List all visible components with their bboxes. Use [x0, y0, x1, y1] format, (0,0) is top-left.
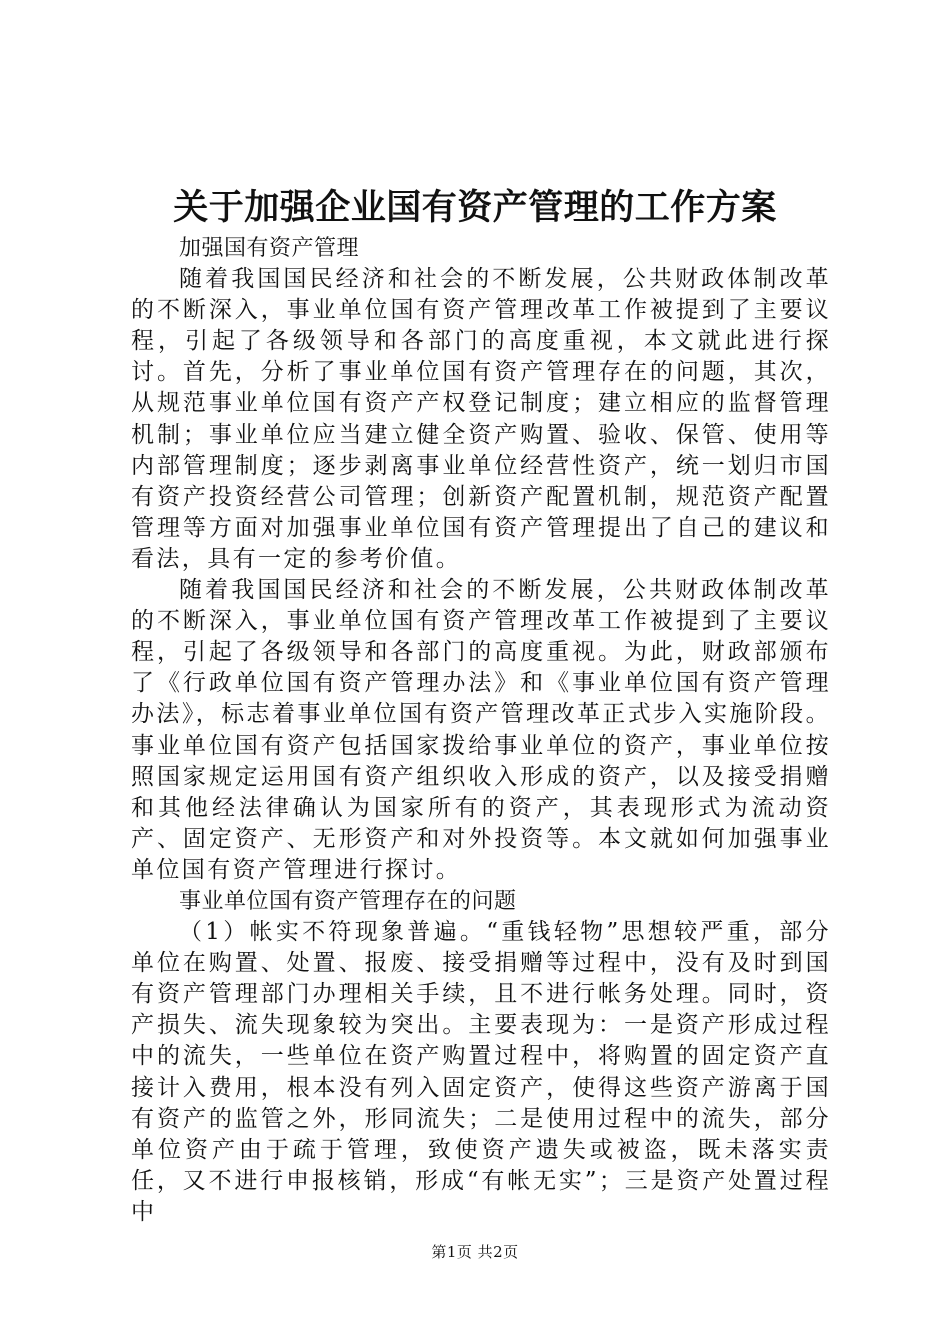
body-paragraph: 随着我国国民经济和社会的不断发展，公共财政体制改革的不断深入，事业单位国有资产管理改革工作被提到了主要议程，引起了各级领导和各部门的高度重视。为此，财政部颁布了《行政单位国有资产管理办法》和《事业单位国有资产管理办法》，标志着事业单位国有资产管理改革正式步入实施阶段。事业单位国有资产包括国家拨给事业单位的资产，事业单位按照国家规定运用国有资产组织收入形成的资产，以及接受捐赠和其他经法律确认为国家所有的资产，其表现形式为流动资产、固定资产、无形资产和对外投资等。本文就如何加强事业单位国有资产管理进行探讨。: [131, 577, 831, 883]
body-paragraph: （1）帐实不符现象普遍。“重钱轻物”思想较严重，部分单位在购置、处置、报废、接受捐赠等过程中，没有及时到国有资产管理部门办理相关手续，且不进行帐务处理。同时，资产损失、流失现象较为突出。主要表现为：一是资产形成过程中的流失，一些单位在资产购置过程中，将购置的固定资产直接计入费用，根本没有列入固定资产，使得这些资产游离于国有资产的监管之外，形同流失；二是使用过程中的流失，部分单位资产由于疏于管理，致使资产遗失或被盗，既未落实责任，又不进行申报核销，形成“有帐无实”；三是资产处置过程中: [131, 919, 831, 1225]
section-heading: 事业单位国有资产管理存在的问题: [179, 888, 517, 914]
body-paragraph: 随着我国国民经济和社会的不断发展，公共财政体制改革的不断深入，事业单位国有资产管理改革工作被提到了主要议程，引起了各级领导和各部门的高度重视，本文就此进行探讨。首先，分析了事业单位国有资产管理存在的问题，其次，从规范事业单位国有资产产权登记制度；建立相应的监督管理机制；事业单位应当建立健全资产购置、验收、保管、使用等内部管理制度；逐步剥离事业单位经营性资产，统一划归市国有资产投资经营公司管理；创新资产配置机制，规范资产配置管理等方面对加强事业单位国有资产管理提出了自己的建议和看法，具有一定的参考价值。: [131, 266, 831, 572]
document-body: [131, 233, 831, 1228]
document-title: 关于加强企业国有资产管理的工作方案: [173, 187, 777, 228]
page-footer: 第1页 共2页: [431, 1243, 519, 1261]
section-heading: 加强国有资产管理: [179, 236, 360, 261]
